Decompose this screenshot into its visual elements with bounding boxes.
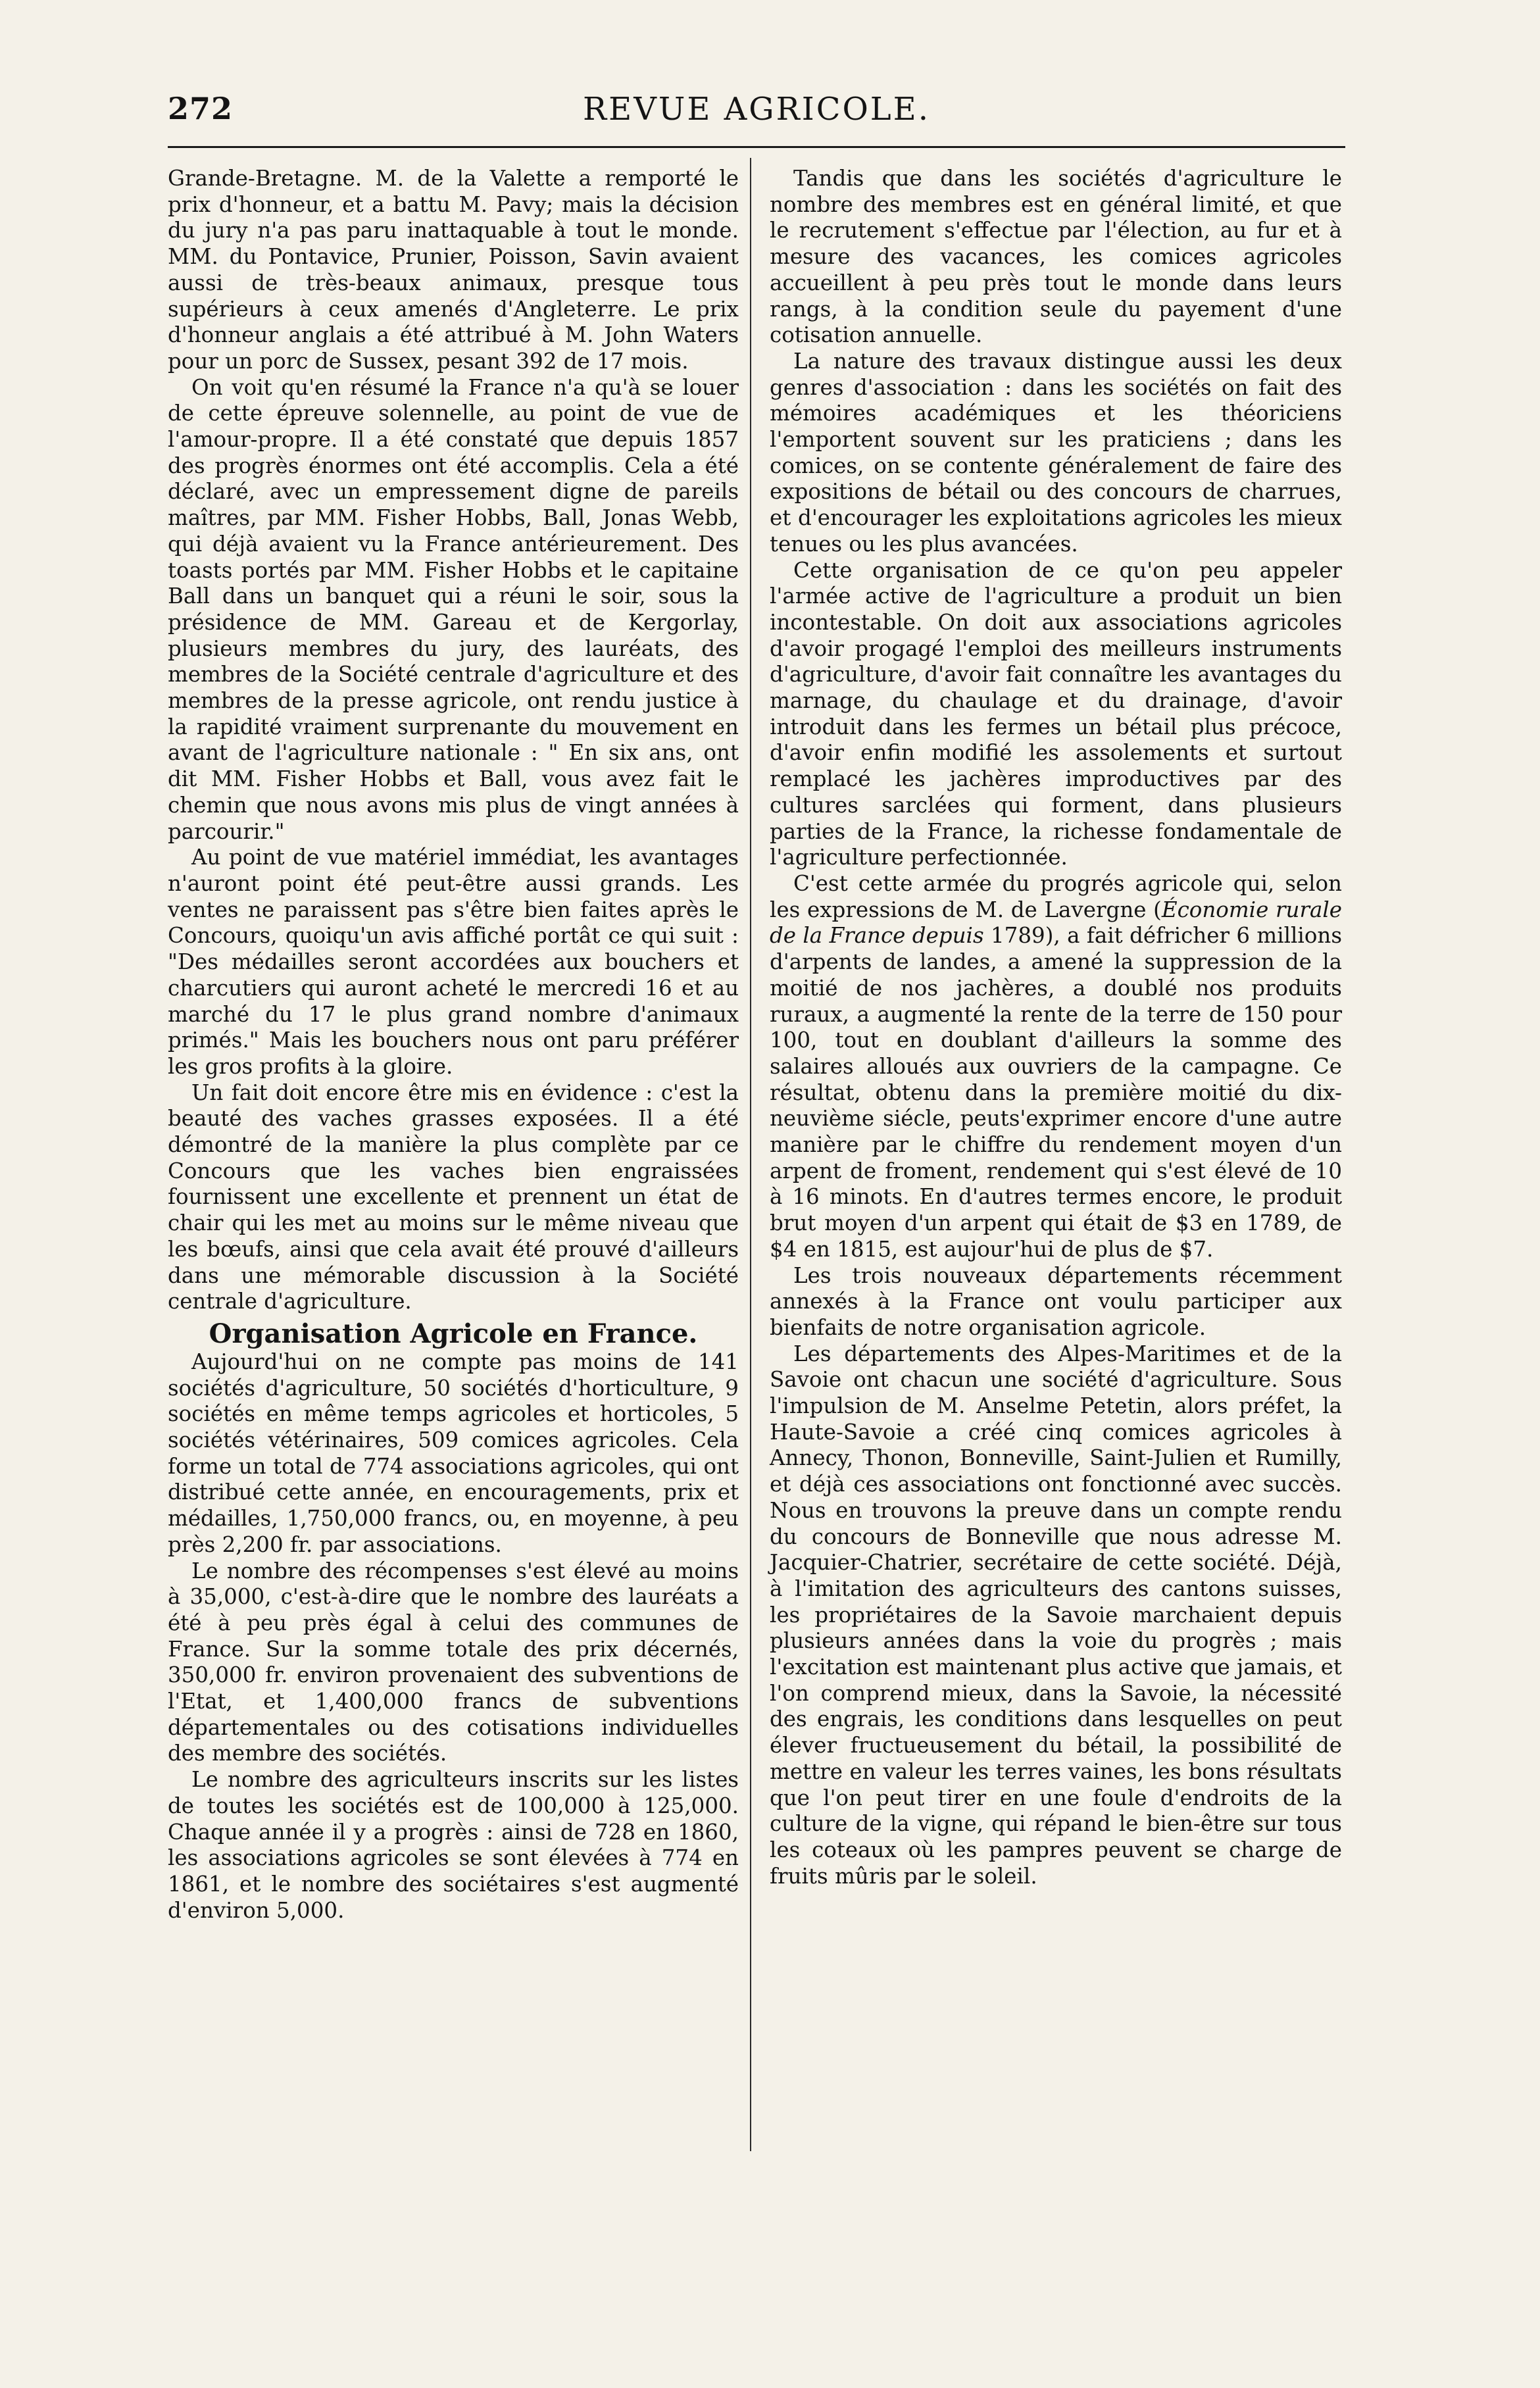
book-title: Économie rurale de la France depuis (770, 897, 1342, 949)
paragraph-text: 1789), a fait défricher 6 millions d'arpents de landes, a amené la suppression de la moitié de nos jachères, a doublé nos produits ruraux, a augmenté la rente de la terre de 150 pour 100, tout en doublant d'ailleurs la somme des salaires alloués aux ouvriers de la campagne. Ce résultat, obtenu dans la première moitié du dix-neuvième siécle, peuts'exprimer encore d'une autre manière par le chiffre du rendement moyen d'un arpent de froment, rendement qui s'est élevé de 10 à 16 minots. En d'autres termes encore, le produit brut moyen d'un arpent qui était de $3 en 1789, de $4 en 1815, est aujour'hui de plus de $7. (770, 923, 1342, 1262)
paragraph: Un fait doit encore être mis en évidence : c'est la beauté des vaches grasses exposées. Il a été démontré de la manière la plus complète par ce Concours que les vaches bien engraissées fournissent une excellente et prennent un état de chair qui les met au moins sur le même niveau que les bœufs, ainsi que cela avait été prouvé d'ailleurs dans une mémorable discussion à la Société centrale d'agriculture. (168, 1080, 739, 1314)
paragraph: Aujourd'hui on ne compte pas moins de 141 sociétés d'agriculture, 50 sociétés d'horticulture, 9 sociétés en même temps agricoles et horticoles, 5 sociétés vétérinaires, 509 comices agricoles. Cela forme un total de 774 associations agricoles, qui ont distribué cette année, en encouragements, prix et médailles, 1,750,000 francs, ou, en moyenne, à peu près 2,200 fr. par associations. (168, 1349, 739, 1557)
section-heading: Organisation Agricole en France. (209, 1318, 698, 1349)
right-column (770, 166, 1342, 1889)
paragraph: Les départements des Alpes-Maritimes et de la Savoie ont chacun une société d'agriculture. Sous l'impulsion de M. Anselme Petetin, alors préfet, la Haute-Savoie a créé cinq comices agricoles à Annecy, Thonon, Bonneville, Saint-Julien et Rumilly, et déjà ces associations ont fonctionné avec succès. Nous en trouvons la preuve dans un compte rendu du concours de Bonneville que nous adresse M. Jacquier-Chatrier, secrétaire de cette société. Déjà, à l'imitation des agriculteurs des cantons suisses, les propriétaires de la Savoie marchaient depuis plusieurs années dans la voie du progrès ; mais l'excitation est maintenant plus active que jamais, et l'on comprend mieux, dans la Savoie, la nécessité des engrais, les conditions dans lesquelles on peut élever fructueusement du bétail, la possibilité de mettre en valeur les terres vaines, les bons résultats que l'on peut tirer en une foule d'endroits de la culture de la vigne, qui répand le bien-être sur tous les coteaux où les pampres peuvent se charge de fruits mûris par le soleil. (770, 1341, 1342, 1889)
paragraph: Tandis que dans les sociétés d'agriculture le nombre des membres est en général limité, et que le recrutement s'effectue par l'élection, au fur et à mesure des vacances, les comices agricoles accueillent à peu près tout le monde dans leurs rangs, à la condition seule du payement d'une cotisation annuelle. (770, 166, 1342, 348)
paragraph: Cette organisation de ce qu'on peu appeler l'armée active de l'agriculture a produit un bien incontestable. On doit aux associations agricoles d'avoir progagé l'emploi des meilleurs instruments d'agriculture, d'avoir fait connaître les avantages du marnage, du chaulage et du drainage, d'avoir introduit dans les fermes un bétail plus précoce, d'avoir enfin modifié les assolements et surtout remplacé les jachères improductives par des cultures sarclées qui forment, dans plusieurs parties de la France, la richesse fondamentale de l'agriculture perfectionnée. (770, 557, 1342, 870)
paragraph-text: C'est cette armée du progrés agricole qui, selon les expressions de M. de Lavergne ( (770, 870, 1342, 922)
column-divider (750, 158, 751, 2151)
paragraph: Le nombre des agriculteurs inscrits sur les listes de toutes les sociétés est de 100,000 à 125,000. Chaque année il y a progrès : ainsi de 728 en 1860, les associations agricoles se sont élevées à 774 en 1861, et le nombre des sociétaires s'est augmenté d'environ 5,000. (168, 1767, 739, 1923)
page-header (168, 86, 1345, 138)
page-number: 272 (168, 91, 234, 126)
paragraph: Le nombre des récompenses s'est élevé au moins à 35,000, c'est-à-dire que le nombre des lauréats a été à peu près égal à celui des communes de France. Sur la somme totale des prix décernés, 350,000 fr. environ provenaient des subventions de l'Etat, et 1,400,000 francs de subventions départementales ou des cotisations individuelles des membre des sociétés. (168, 1558, 739, 1766)
left-column (168, 166, 739, 1924)
paragraph: Grande-Bretagne. M. de la Valette a remporté le prix d'honneur, et a battu M. Pavy; mais la décision du jury n'a pas paru inattaquable à tout le monde. MM. du Pontavice, Prunier, Poisson, Savin avaient aussi de très-beaux animaux, presque tous supérieurs à ceux amenés d'Angleterre. Le prix d'honneur anglais a été attribué à M. John Waters pour un porc de Sussex, pesant 392 de 17 mois. (168, 166, 739, 374)
paragraph: Les trois nouveaux départements récemment annexés à la France ont voulu participer aux bienfaits de notre organisation agricole. (770, 1262, 1342, 1340)
header-rule (168, 146, 1345, 148)
paragraph: On voit qu'en résumé la France n'a qu'à se louer de cette épreuve solennelle, au point de vue de l'amour-propre. Il a été constaté que depuis 1857 des progrès énormes ont été accomplis. Cela a été déclaré, avec un empressement digne de pareils maîtres, par MM. Fisher Hobbs, Ball, Jonas Webb, qui déjà avaient vu la France antérieurement. Des toasts portés par MM. Fisher Hobbs et le capitaine Ball dans un banquet qui a réuni le soir, sous la présidence de MM. Gareau et de Kergorlay, plusieurs membres du jury, des lauréats, des membres de la Société centrale d'agriculture et des membres de la presse agricole, ont rendu justice à la rapidité vraiment surprenante du mouvement en avant de l'agriculture nationale : " En six ans, ont dit MM. Fisher Hobbs et Ball, vous avez fait le chemin que nous avons mis plus de vingt années à parcourir." (168, 374, 739, 844)
paragraph: Au point de vue matériel immédiat, les avantages n'auront point été peut-être aussi grands. Les ventes ne paraissent pas s'être bien faites après le Concours, quoiqu'un avis affiché portât ce qui suit : "Des médailles seront accordées aux bouchers et charcutiers qui auront acheté le mercredi 16 et au marché du 17 le plus grand nombre d'animaux primés." Mais les bouchers nous ont paru préférer les gros profits à la gloire. (168, 845, 739, 1079)
running-title: REVUE AGRICOLE. (583, 91, 930, 128)
paragraph: La nature des travaux distingue aussi les deux genres d'association : dans les sociétés on fait des mémoires académiques et les théoriciens l'emportent souvent sur les praticiens ; dans les comices, on se contente généralement de faire des expositions de bétail ou des concours de charrues, et d'encourager les exploitations agricoles les mieux tenues ou les plus avancées. (770, 348, 1342, 557)
paragraph (770, 871, 1342, 1263)
